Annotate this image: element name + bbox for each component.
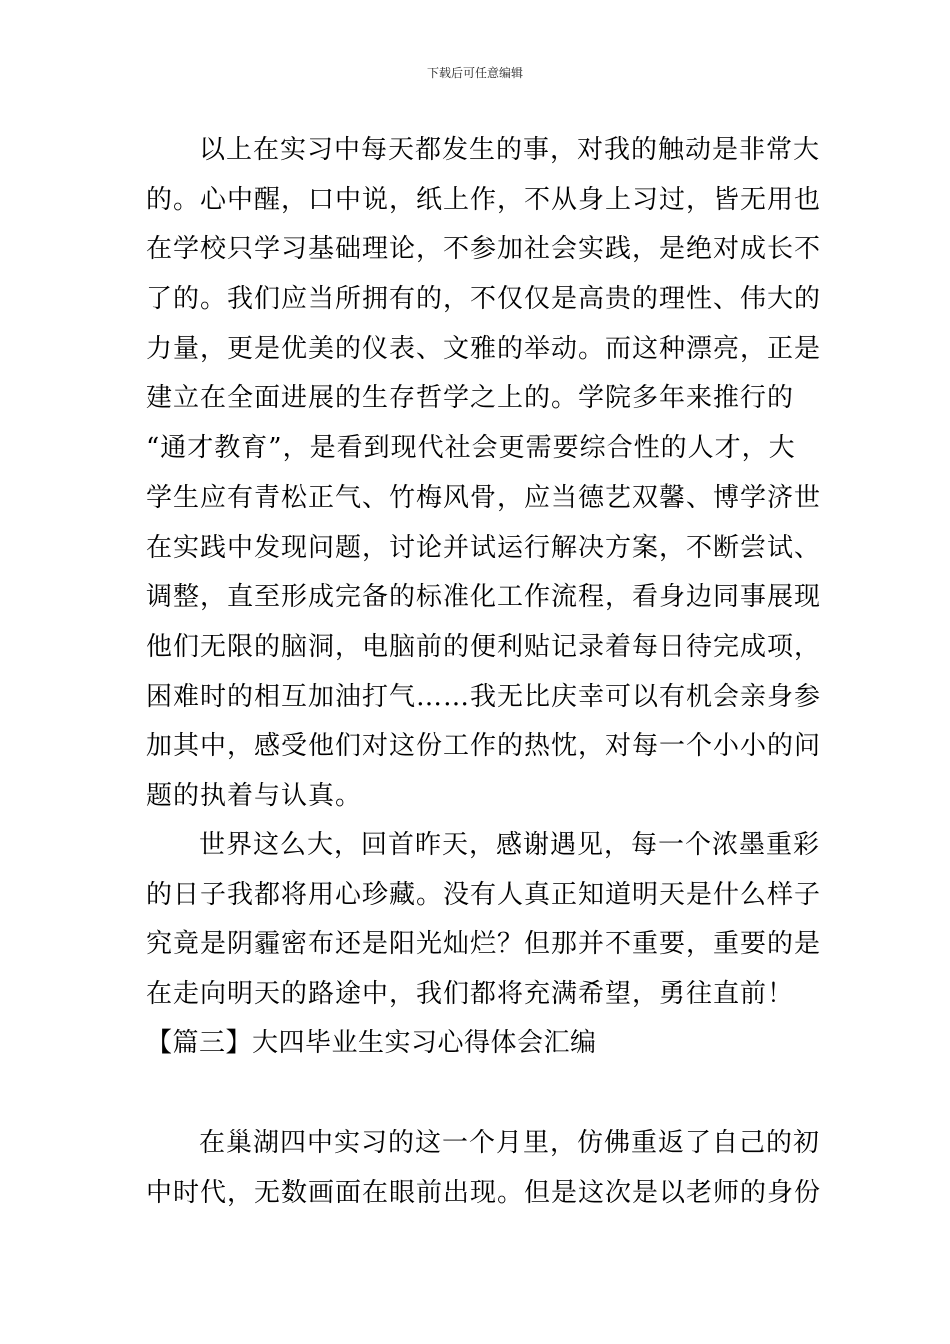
text-line: 在走向明天的路途中，我们都将充满希望，勇往直前！ <box>146 979 795 1010</box>
text-line: 了的。我们应当所拥有的，不仅仅是高贵的理性、伟大的 <box>146 284 822 315</box>
text-line: 世界这么大，回首昨天，感谢遇见，每一个浓墨重彩 <box>199 830 821 860</box>
section-title: 【篇三】大四毕业生实习心得体会汇编 <box>146 1028 597 1058</box>
text-line: “通才教育”，是看到现代社会更需要综合性的人才，大 <box>146 433 796 464</box>
text-line: 加其中，感受他们对这份工作的热忱，对每一个小小的问 <box>146 731 822 762</box>
text-line: 的日子我都将用心珍藏。没有人真正知道明天是什么样子 <box>146 879 822 910</box>
text-line: 中时代，无数画面在眼前出现。但是这次是以老师的身份 <box>146 1177 822 1208</box>
text-line: 学生应有青松正气、竹梅风骨，应当德艺双馨、博学济世 <box>146 482 822 513</box>
text-line: 究竟是阴霾密布还是阳光灿烂？但那并不重要，重要的是 <box>146 929 822 960</box>
text-line: 的。心中醒，口中说，纸上作，不从身上习过，皆无用也 <box>146 184 822 215</box>
text-line: 在巢湖四中实习的这一个月里，仿佛重返了自己的初 <box>199 1128 821 1158</box>
text-line: 在实践中发现问题，讨论并试运行解决方案，不断尝试、 <box>146 532 822 563</box>
section-heading <box>146 1019 810 1069</box>
page-header: 下载后可任意编辑 <box>426 66 523 80</box>
text-line: 建立在全面进展的生存哲学之上的。学院多年来推行的 <box>146 383 795 414</box>
text-line: 在学校只学习基础理论，不参加社会实践，是绝对成长不 <box>146 234 822 265</box>
text-line: 他们无限的脑洞，电脑前的便利贴记录着每日待完成项， <box>146 631 822 662</box>
text-line: 以上在实习中每天都发生的事，对我的触动是非常大 <box>199 135 821 165</box>
text-line: 困难时的相互加油打气……我无比庆幸可以有机会亲身参 <box>146 681 822 712</box>
paragraph-closing <box>146 821 822 1020</box>
paragraph-section-intro <box>146 1119 822 1218</box>
text-line: 调整，直至形成完备的标准化工作流程，看身边同事展现 <box>146 582 822 613</box>
text-line: 力量，更是优美的仪表、文雅的举动。而这种漂亮，正是 <box>146 333 822 364</box>
paragraph-practice-reflection <box>146 126 822 822</box>
text-line: 题的执着与认真。 <box>146 780 363 811</box>
